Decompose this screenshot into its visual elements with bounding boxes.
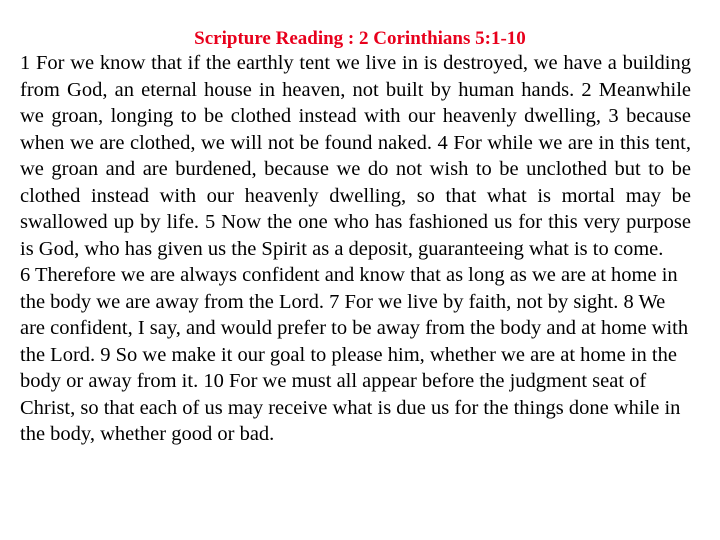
slide-title: Scripture Reading : 2 Corinthians 5:1-10 <box>194 28 526 49</box>
scripture-paragraph-2: 6 Therefore we are always confident and know that as long as we are at home in the body we are away from the Lord. 7 For we live by faith, not by sight. 8 We are confident, I say, and would prefer to be away from the body and at home with the Lord. 9 So we make it our goal to please him, whether we are at home in the body or away from it. 10 For we must all appear before the judgment seat of Christ, so that each of us may receive what is due us for the things done while in the body, whether good or bad. <box>20 264 689 445</box>
scripture-paragraph-1: 1 For we know that if the earthly tent we live in is destroyed, we have a building from God, an eternal house in heaven, not built by human hands. 2 Meanwhile we groan, longing to be clothed instead with our heavenly dwelling, 3 because when we are clothed, we will not be found naked. 4 For while we are in this tent, we groan and are burdened, because we do not wish to be unclothed but to be clothed instead with our heavenly dwelling, so that what is mortal may be swallowed up by life. 5 Now the one who has fashioned us for this very purpose is God, who has given us the Spirit as a deposit, guaranteeing what is to come. <box>20 52 691 260</box>
scripture-text <box>20 50 691 448</box>
